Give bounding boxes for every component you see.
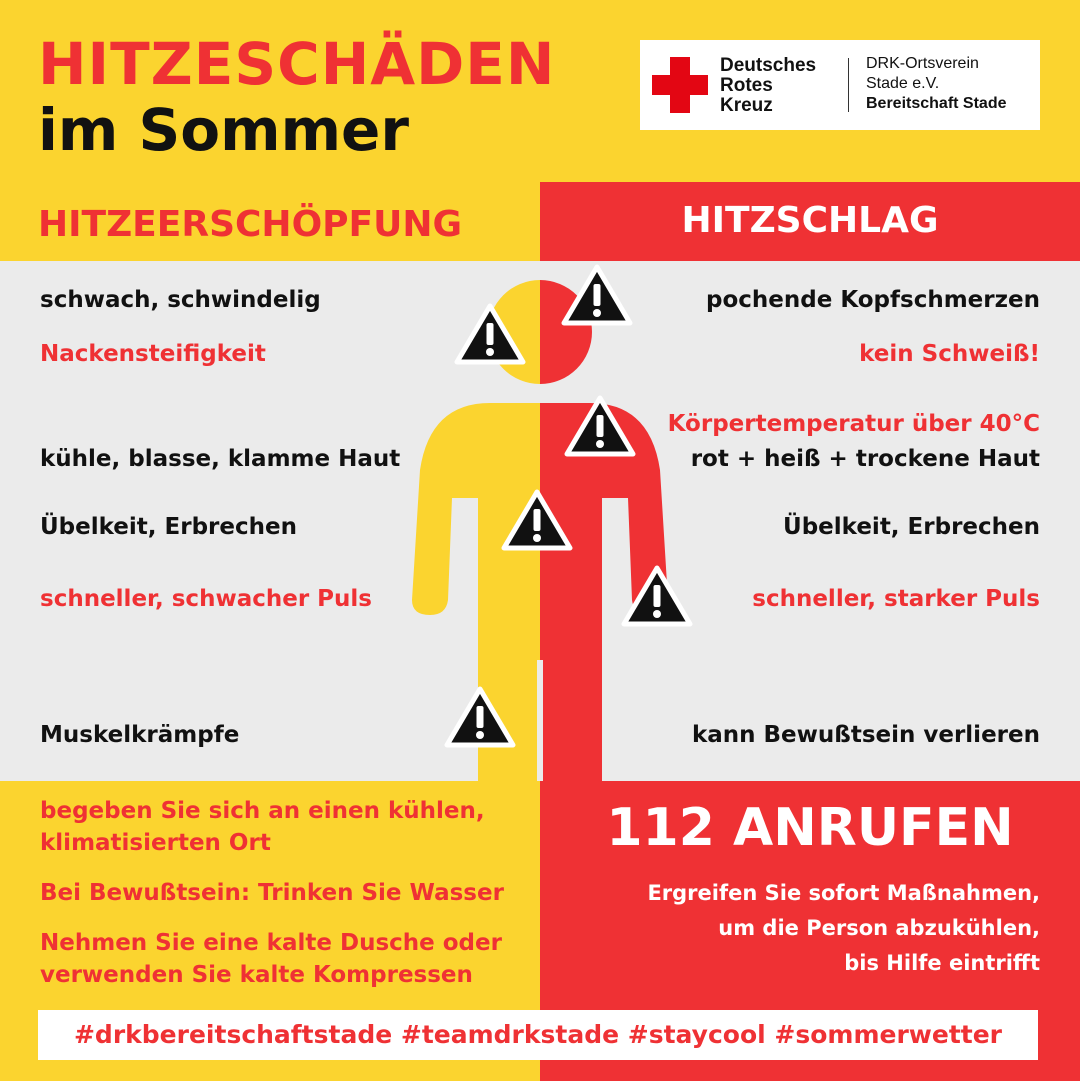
symptom-left: Übelkeit, Erbrechen xyxy=(40,514,297,540)
hashtag-bar xyxy=(38,1010,1038,1060)
symptom-left: schneller, schwacher Puls xyxy=(40,586,372,612)
symptom-left: schwach, schwindelig xyxy=(40,287,321,313)
instruction-line: bis Hilfe eintrifft xyxy=(844,951,1040,975)
logo-org-line: Kreuz xyxy=(720,95,773,116)
symptom-right: pochende Kopfschmerzen xyxy=(706,287,1040,313)
advice-line: klimatisierten Ort xyxy=(40,830,271,856)
logo-divider xyxy=(848,58,849,112)
symptom-right: kein Schweiß! xyxy=(859,341,1040,367)
logo-org-line: Rotes xyxy=(720,75,773,96)
heading-exhaustion: HITZEERSCHÖPFUNG xyxy=(38,204,463,245)
leg-gap xyxy=(537,660,543,781)
page-subtitle: im Sommer xyxy=(38,96,409,164)
red-cross-icon xyxy=(652,57,708,113)
logo-org-line: Deutsches xyxy=(720,55,817,76)
instruction-line: um die Person abzukühlen, xyxy=(718,916,1040,940)
symptom-left: kühle, blasse, klamme Haut xyxy=(40,446,401,472)
logo-unit-line: Bereitschaft Stade xyxy=(866,95,1007,112)
symptom-right: Übelkeit, Erbrechen xyxy=(783,514,1040,540)
emergency-instructions xyxy=(647,876,1040,981)
heading-heatstroke: HITZSCHLAG xyxy=(681,200,939,241)
advice-line: begeben Sie sich an einen kühlen, xyxy=(40,798,485,824)
symptom-left: Muskelkrämpfe xyxy=(40,722,240,748)
instruction-line: Ergreifen Sie sofort Maßnahmen, xyxy=(647,881,1040,905)
logo-unit-line: DRK-Ortsverein xyxy=(866,55,979,72)
symptom-left: Nackensteifigkeit xyxy=(40,341,266,367)
hashtags: #drkbereitschaftstade #teamdrkstade #staycool #sommerwetter xyxy=(73,1020,1003,1049)
symptom-right: kann Bewußtsein verlieren xyxy=(691,722,1040,748)
symptom-right: Körpertemperatur über 40°C xyxy=(667,411,1040,437)
advice-line: verwenden Sie kalte Kompressen xyxy=(40,962,473,988)
emergency-call: 112 ANRUFEN xyxy=(606,798,1014,858)
logo-unit-line: Stade e.V. xyxy=(866,75,940,92)
logo-unit-name xyxy=(866,54,1007,114)
page-title: HITZESCHÄDEN xyxy=(38,30,556,98)
drk-logo xyxy=(640,40,1040,130)
logo-org-name xyxy=(720,56,816,116)
advice-line: Nehmen Sie eine kalte Dusche oder xyxy=(40,930,502,956)
symptom-right: schneller, starker Puls xyxy=(752,586,1040,612)
symptom-right: rot + heiß + trockene Haut xyxy=(690,446,1040,472)
advice-line: Bei Bewußtsein: Trinken Sie Wasser xyxy=(40,880,504,906)
